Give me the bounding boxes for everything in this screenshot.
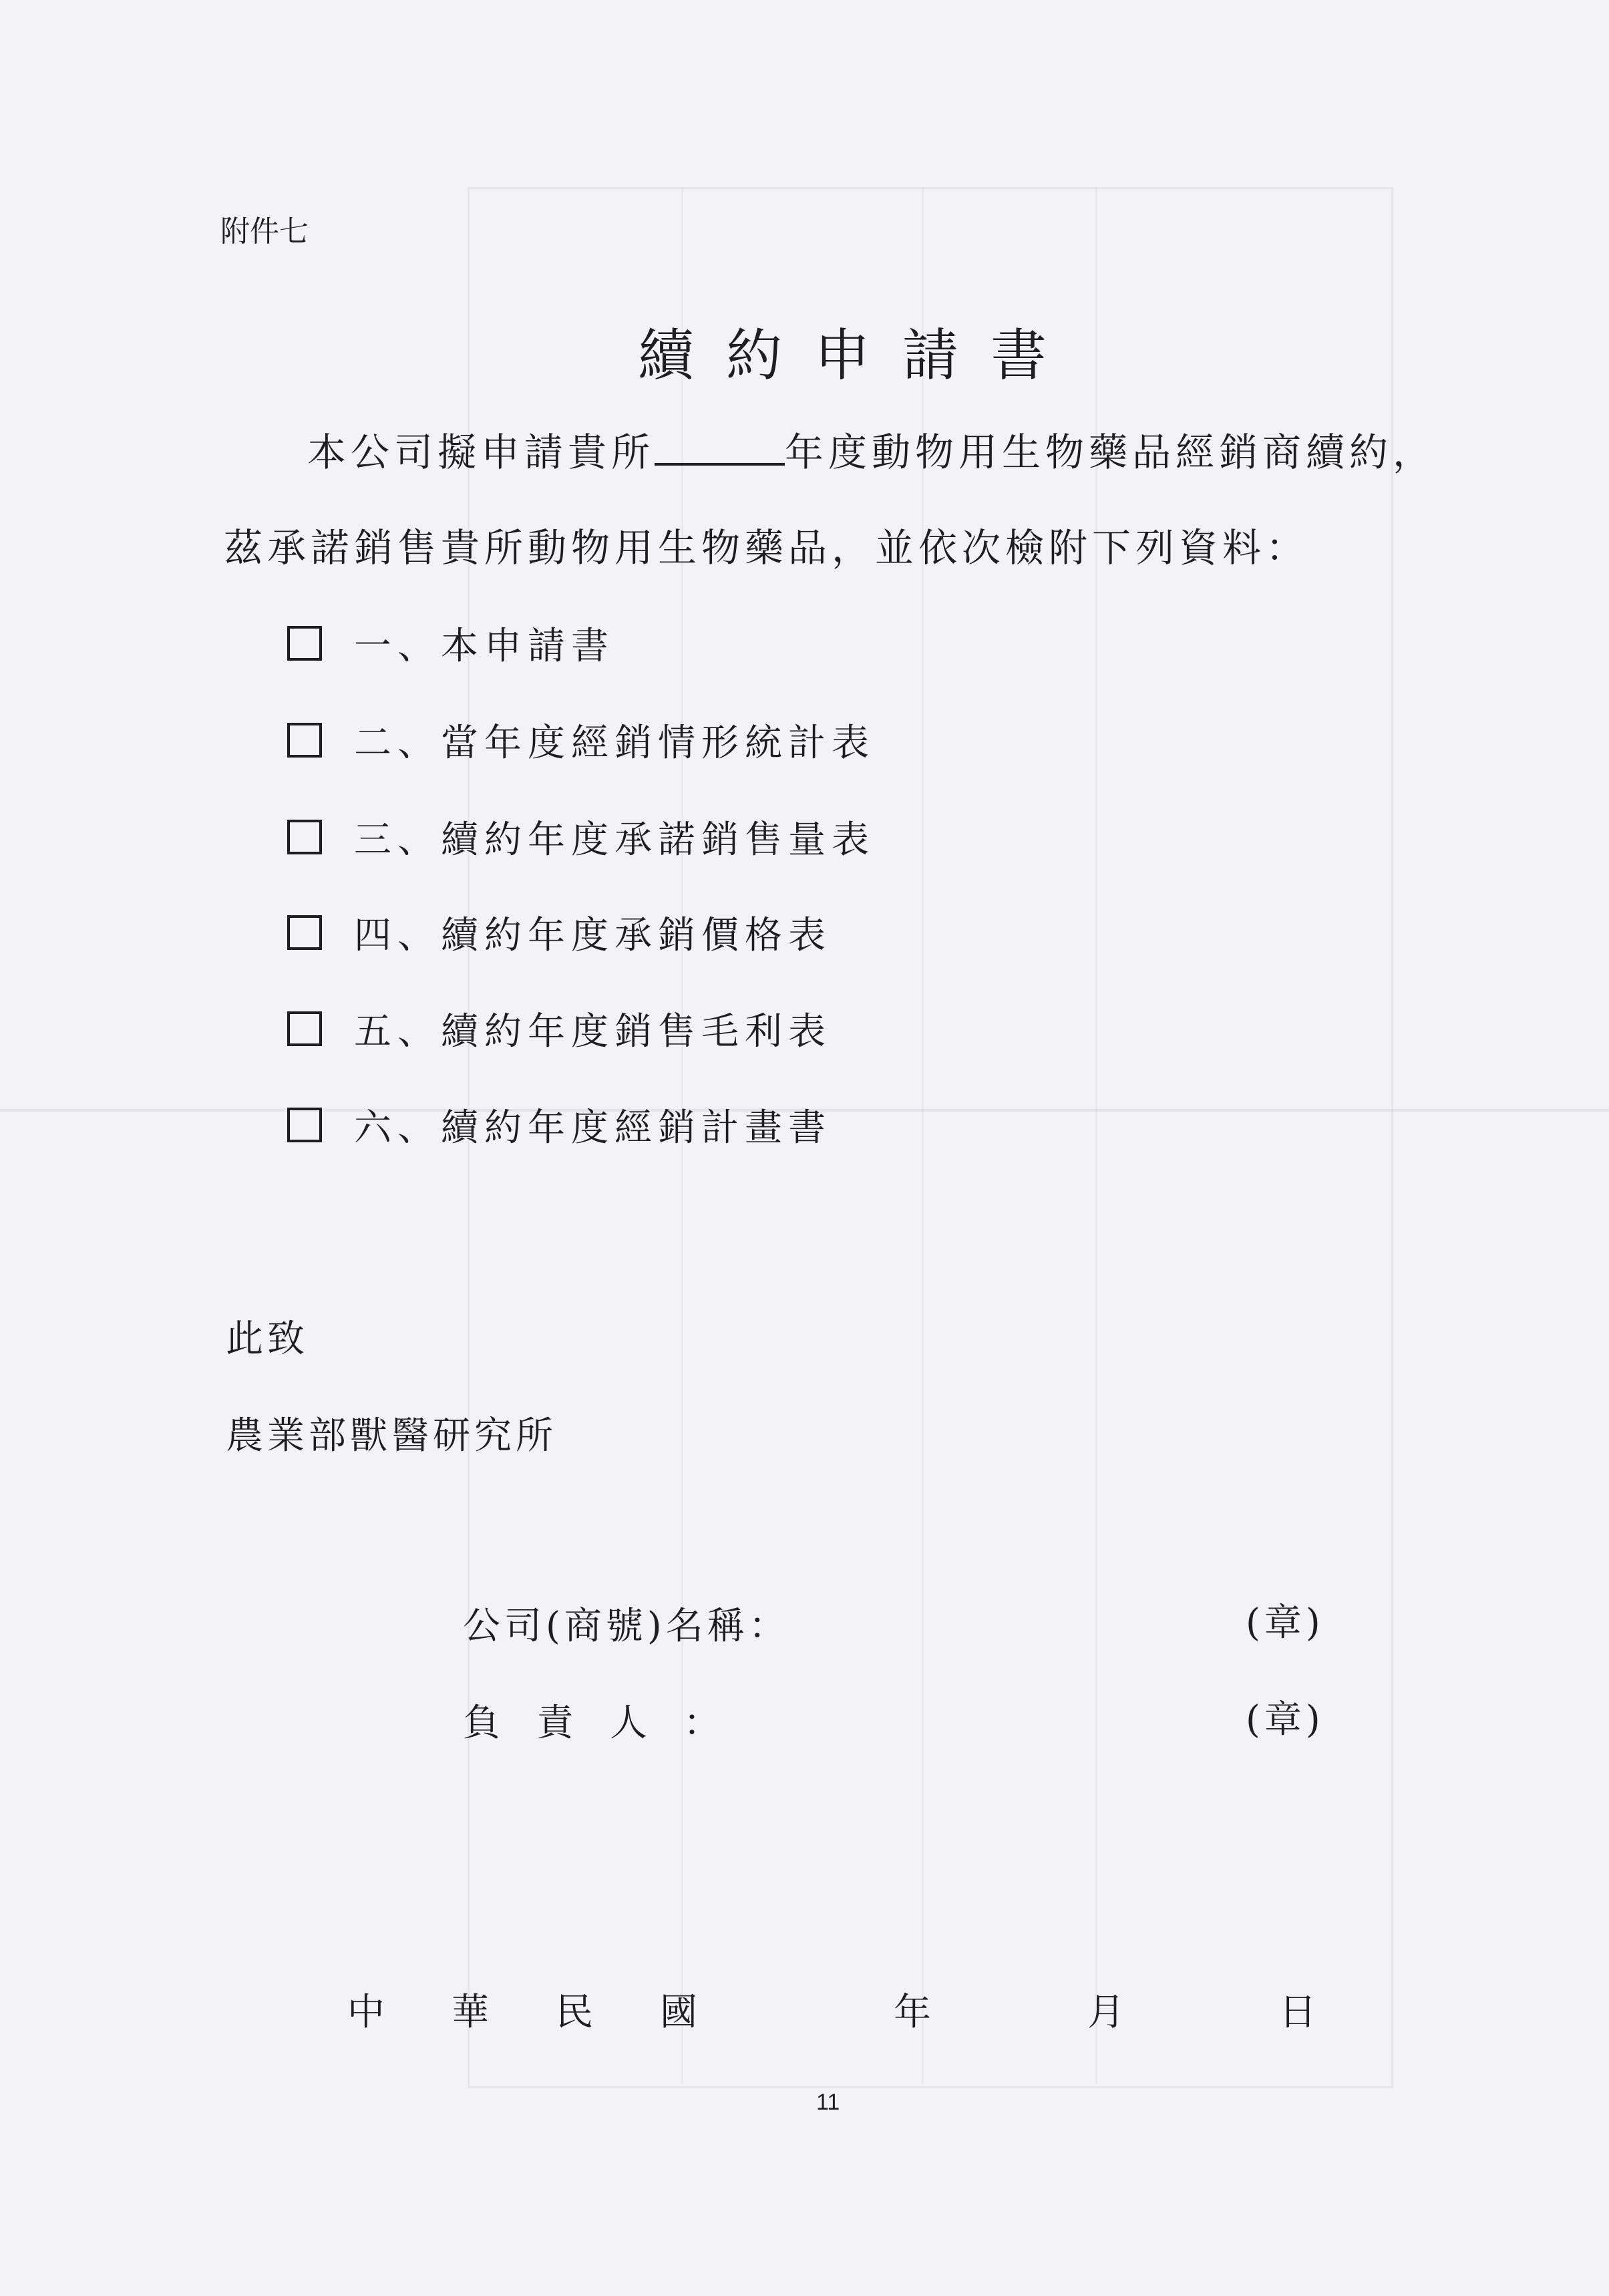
year-blank-field[interactable] — [655, 424, 785, 466]
date-day-label: 日 — [1279, 1991, 1316, 2034]
checklist-item-label: 四、續約年度承銷價格表 — [354, 914, 832, 957]
date-era-char: 民 — [556, 1991, 593, 2034]
checkbox[interactable] — [287, 820, 322, 854]
intro-text: 年度動物用生物藥品經銷商續約， — [785, 430, 1437, 475]
date-year-label: 年 — [894, 1991, 931, 2034]
checklist-item[interactable] — [287, 1005, 832, 1052]
checklist-item[interactable] — [287, 620, 614, 667]
date-era-char: 中 — [347, 1991, 385, 2034]
checklist-item[interactable] — [287, 909, 832, 956]
intro-line-1 — [307, 421, 1436, 477]
attachment-label: 附件七 — [220, 214, 309, 249]
checklist-item[interactable] — [287, 717, 875, 764]
checklist-item-label: 三、續約年度承諾銷售量表 — [354, 818, 875, 862]
checkbox[interactable] — [287, 723, 322, 758]
responsible-person-label: 負責人： — [463, 1701, 757, 1745]
page-number: 11 — [816, 2090, 840, 2115]
checkbox[interactable] — [287, 1011, 322, 1046]
company-name-label: 公司(商號)名稱： — [463, 1605, 790, 1648]
checklist-item-label: 一、本申請書 — [354, 625, 614, 668]
checkbox[interactable] — [287, 1108, 322, 1142]
checklist-item[interactable] — [287, 814, 875, 860]
recipient-name: 農業部獸醫研究所 — [226, 1414, 557, 1458]
intro-line-2: 茲承諾銷售貴所動物用生物藥品，並依次檢附下列資料： — [224, 525, 1310, 570]
checklist-item-label: 五、續約年度銷售毛利表 — [354, 1010, 832, 1053]
checkbox[interactable] — [287, 915, 322, 950]
company-seal-mark: (章) — [1246, 1601, 1324, 1645]
checklist-item-label: 二、當年度經銷情形統計表 — [354, 721, 875, 765]
date-era-char: 國 — [660, 1991, 697, 2034]
checklist-item-label: 六、續約年度經銷計畫書 — [354, 1106, 832, 1150]
person-seal-mark: (章) — [1246, 1698, 1324, 1742]
closing-salutation: 此致 — [226, 1317, 309, 1361]
checkbox[interactable] — [287, 626, 322, 661]
date-era-char: 華 — [452, 1991, 489, 2034]
document-title: 續約申請書 — [638, 323, 1079, 388]
checklist-item[interactable] — [287, 1102, 832, 1148]
intro-text: 本公司擬申請貴所 — [307, 430, 655, 475]
date-month-label: 月 — [1087, 1991, 1125, 2034]
